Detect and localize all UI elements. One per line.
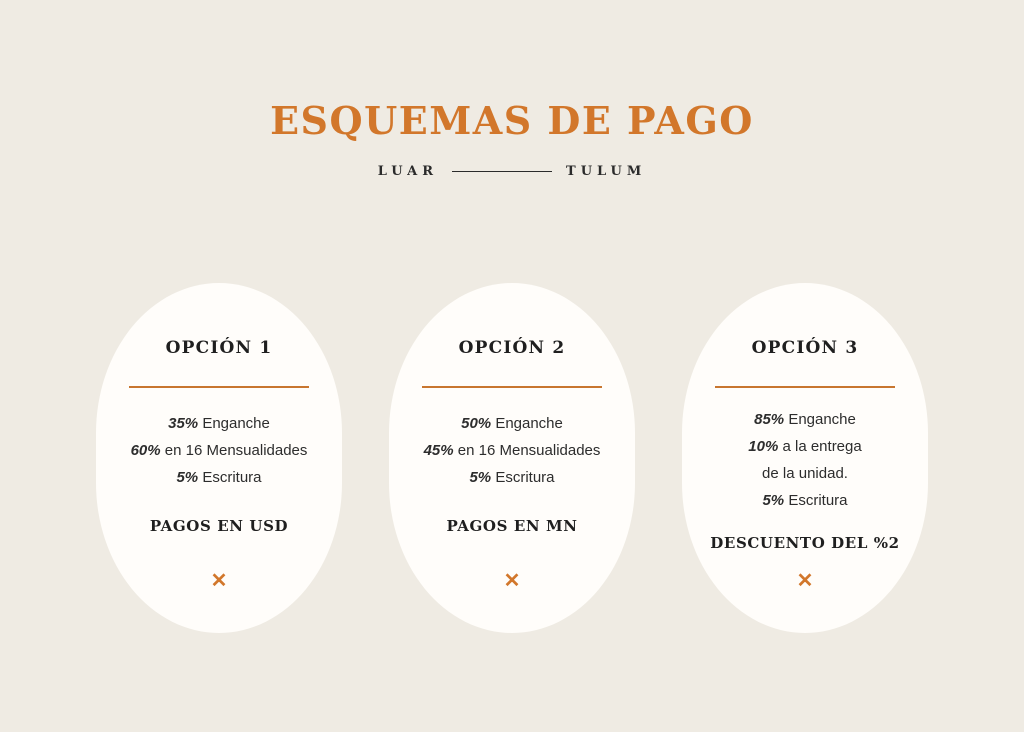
term-percent: 5%	[762, 491, 785, 509]
term-label: Escritura	[788, 491, 848, 509]
term-row	[407, 437, 617, 464]
option-card-2-divider	[422, 386, 602, 388]
option-card-3-title: OPCIÓN 3	[751, 338, 859, 358]
term-percent: 50%	[461, 414, 492, 432]
option-card-1-footer: PAGOS EN USD	[149, 516, 289, 535]
star-icon: ✕	[503, 570, 521, 592]
option-card-3-footer: DESCUENTO DEL %2	[710, 533, 900, 552]
option-card-1[interactable]	[96, 283, 342, 633]
brand-lockup	[0, 164, 1024, 179]
option-card-2-title: OPCIÓN 2	[458, 338, 566, 358]
option-cards	[0, 283, 1024, 633]
term-percent: 10%	[748, 437, 779, 455]
option-card-3[interactable]	[682, 283, 928, 633]
term-row	[114, 464, 324, 491]
option-card-1-divider	[129, 386, 309, 388]
term-label: Enganche	[788, 410, 856, 428]
header	[0, 100, 1024, 179]
term-label: en 16 Mensualidades	[457, 441, 601, 459]
term-row	[700, 487, 910, 514]
term-percent: 5%	[176, 468, 199, 486]
star-icon: ✕	[796, 570, 814, 592]
term-row	[114, 437, 324, 464]
term-row	[407, 410, 617, 437]
term-label: en 16 Mensualidades	[164, 441, 308, 459]
option-card-2-footer: PAGOS EN MN	[446, 516, 578, 535]
term-percent: 85%	[754, 410, 785, 428]
term-percent: 5%	[469, 468, 492, 486]
option-card-1-terms	[114, 410, 324, 491]
term-row	[114, 410, 324, 437]
term-percent: 45%	[423, 441, 454, 459]
term-label: Escritura	[202, 468, 262, 486]
term-row	[700, 460, 910, 487]
term-label: Enganche	[202, 414, 270, 432]
term-percent: 60%	[130, 441, 161, 459]
term-label: Enganche	[495, 414, 563, 432]
option-card-3-divider	[715, 386, 895, 388]
term-label: de la unidad.	[762, 464, 848, 482]
option-card-2-terms	[407, 410, 617, 491]
term-label: Escritura	[495, 468, 555, 486]
brand-word-left: LUAR	[377, 163, 439, 179]
term-label: a la entrega	[782, 437, 862, 455]
page-title: ESQUEMAS DE PAGO	[270, 98, 754, 143]
option-card-3-terms	[700, 406, 910, 514]
star-icon: ✕	[210, 570, 228, 592]
term-row	[700, 433, 910, 460]
term-row	[407, 464, 617, 491]
term-row	[700, 406, 910, 433]
option-card-1-title: OPCIÓN 1	[165, 338, 273, 358]
brand-divider	[452, 171, 552, 172]
term-percent: 35%	[168, 414, 199, 432]
option-card-2[interactable]	[389, 283, 635, 633]
brand-word-right: TULUM	[566, 163, 647, 179]
